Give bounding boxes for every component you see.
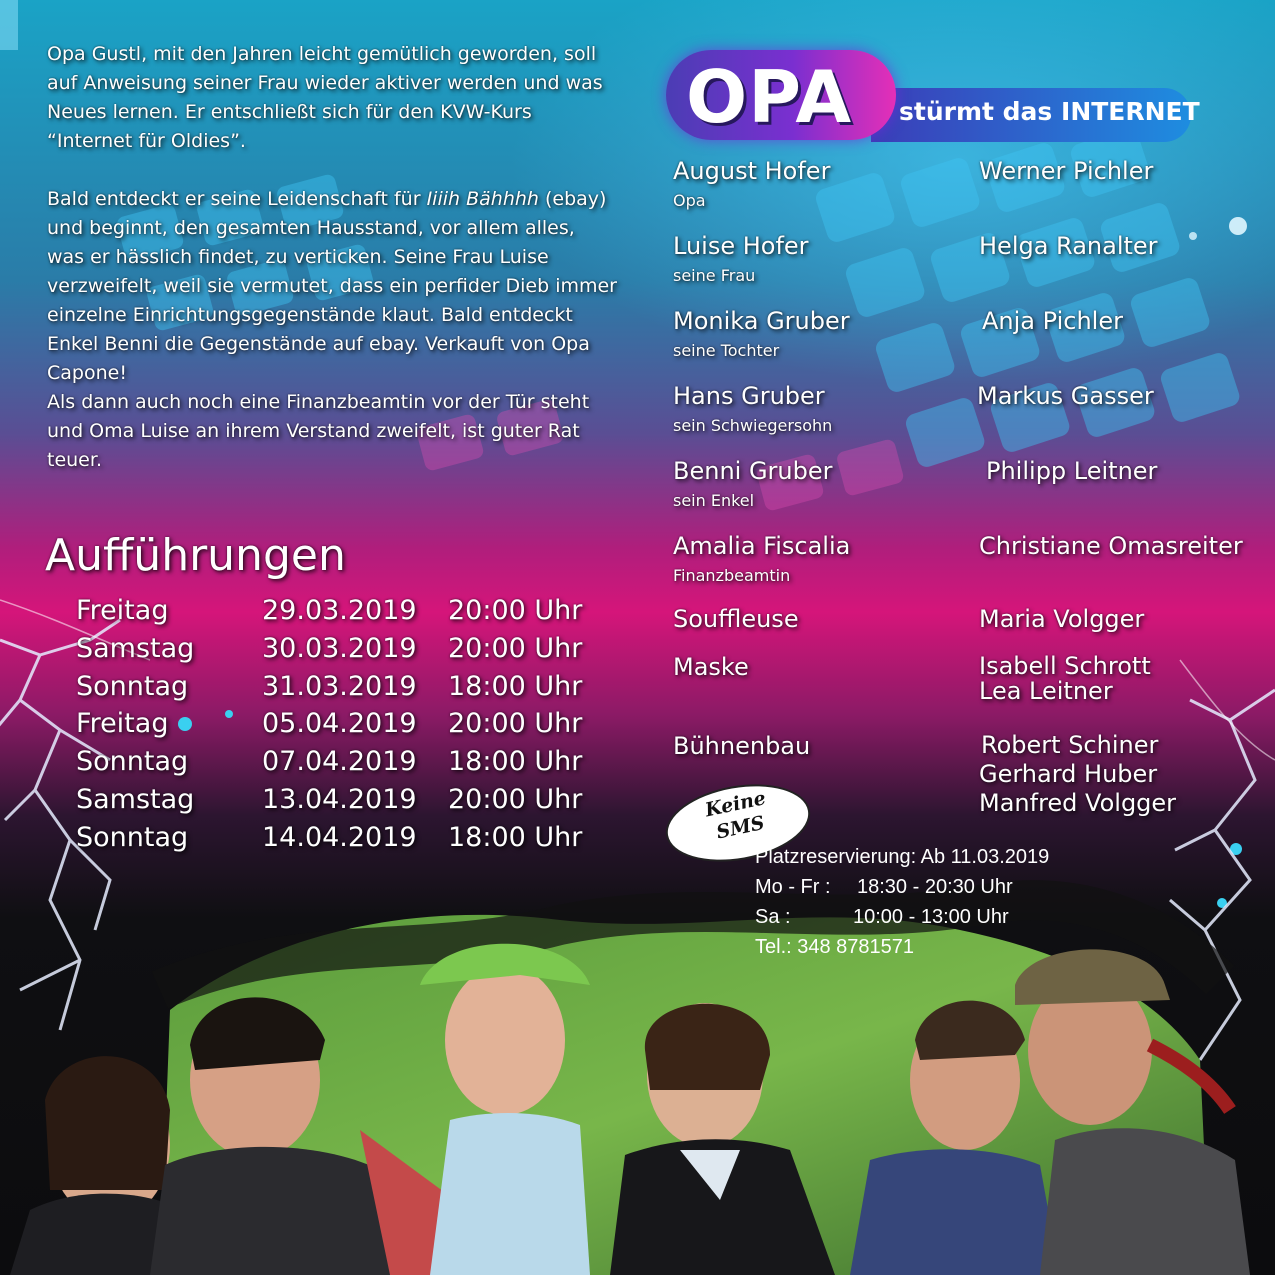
actor-name: Helga Ranalter [979, 232, 1158, 260]
character-role: seine Frau [673, 266, 756, 285]
intro-paragraph-1: Opa Gustl, mit den Jahren leicht gemütlich geworden, soll auf Anweisung seiner Frau wieder aktiver werden und was Neues lernen. Er entschließt sich für den KVW-Kurs “Internet für Oldies”. [47, 43, 603, 152]
performance-time: 20:00 Uhr [448, 632, 583, 664]
intro-text [47, 40, 617, 475]
intro-text-last: Als dann auch noch eine Finanzbeamtin vor der Tür steht und Oma Luise an ihrem Verstand zweifelt, ist guter Rat teuer. [47, 391, 590, 471]
performance-date: 29.03.2019 [262, 595, 417, 626]
character-role: sein Schwiegersohn [673, 416, 833, 435]
intro-italic-ebay: Iiiih Bähhhh [426, 188, 539, 210]
crew-name: Maria Volgger [979, 605, 1145, 633]
hours-label: Mo - Fr : [755, 876, 831, 898]
performance-date: 31.03.2019 [262, 670, 417, 702]
performance-day: Samstag [76, 783, 195, 815]
intro-text-part: (ebay) und beginnt, den gesamten Hausstand, vor allem alles, was er hässlich findet, zu verticken. Seine Frau Luise verzweifelt, weil sie vermutet, dass ein perfider Dieb immer einzelne Einrichtungsgegenstände klaut. Bald entdeckt Enkel Benni die Gegenstände auf ebay. Verkauft von Opa Capone! [47, 188, 617, 384]
character-role: Finanzbeamtin [673, 566, 791, 585]
performance-row [76, 668, 596, 706]
character-name: August Hofer [673, 157, 831, 185]
character-name: Luise Hofer [673, 232, 809, 260]
performance-date: 14.04.2019 [262, 821, 417, 853]
performance-day: Sonntag [76, 821, 189, 853]
performance-time: 18:00 Uhr [448, 746, 583, 778]
crew-names [979, 652, 1151, 706]
crew-name: Lea Leitner [979, 677, 1113, 705]
reservation-hours-weekday [755, 872, 1049, 902]
crew-name: Manfred Volgger [979, 789, 1177, 817]
performance-time: 20:00 Uhr [448, 783, 583, 815]
reservation-phone: Tel.: 348 8781571 [755, 936, 915, 958]
actor-name: Markus Gasser [977, 382, 1154, 410]
performance-time: 18:00 Uhr [448, 821, 583, 853]
actor-name: Christiane Omasreiter [979, 532, 1243, 560]
character-name: Benni Gruber [673, 457, 833, 485]
performance-date: 13.04.2019 [262, 783, 417, 815]
hours-time: 18:30 - 20:30 Uhr [857, 876, 1013, 898]
actor-name: Anja Pichler [982, 307, 1123, 335]
crew-label: Maske [673, 653, 749, 681]
crew-label: Bühnenbau [673, 732, 811, 760]
character-role: Opa [673, 191, 706, 210]
crew-name: Robert Schiner [981, 731, 1159, 759]
performance-row [76, 819, 596, 857]
intro-text-part: Bald entdeckt er seine Leidenschaft für [47, 188, 427, 210]
performance-row [76, 781, 596, 819]
character-name: Amalia Fiscalia [673, 532, 851, 560]
performance-date: 30.03.2019 [262, 632, 417, 664]
reservation-info [755, 842, 1049, 962]
character-name: Hans Gruber [673, 382, 825, 410]
show-logo [666, 48, 1200, 148]
crew-name: Gerhard Huber [979, 760, 1158, 788]
actor-name: Philipp Leitner [986, 457, 1158, 485]
performance-day: Sonntag [76, 670, 189, 702]
performance-row [76, 743, 596, 781]
character-role: seine Tochter [673, 341, 780, 360]
crew-label: Souffleuse [673, 605, 799, 633]
performances-table [76, 592, 596, 857]
reservation-line: Platzreservierung: Ab 11.03.2019 [755, 846, 1050, 868]
logo-word: OPA [686, 55, 853, 139]
intro-paragraph-2 [47, 185, 617, 475]
hours-label: Sa : [755, 906, 791, 928]
performance-time: 20:00 Uhr [448, 595, 583, 626]
hours-time: 10:00 - 13:00 Uhr [853, 906, 1009, 928]
performance-row [76, 592, 596, 630]
character-name: Monika Gruber [673, 307, 850, 335]
reservation-hours-saturday [755, 902, 1049, 932]
performance-day: Samstag [76, 632, 195, 664]
logo-subtitle: stürmt das INTERNET [899, 97, 1200, 126]
badge-line: SMS [714, 811, 767, 844]
performance-date: 07.04.2019 [262, 746, 417, 778]
performance-row [76, 705, 596, 743]
performance-time: 18:00 Uhr [448, 670, 583, 702]
crew-name: Isabell Schrott [979, 652, 1151, 680]
performances-title: Aufführungen [45, 530, 346, 581]
performance-day: Freitag [76, 708, 169, 740]
performance-time: 20:00 Uhr [448, 708, 583, 740]
character-role: sein Enkel [673, 491, 755, 510]
badge-line: Keine [703, 787, 768, 822]
performance-day: Sonntag [76, 746, 189, 778]
performance-date: 05.04.2019 [262, 708, 417, 740]
performance-day: Freitag [76, 595, 169, 626]
crew-names [981, 731, 1176, 818]
actor-name: Werner Pichler [979, 157, 1154, 185]
performance-row [76, 630, 596, 668]
